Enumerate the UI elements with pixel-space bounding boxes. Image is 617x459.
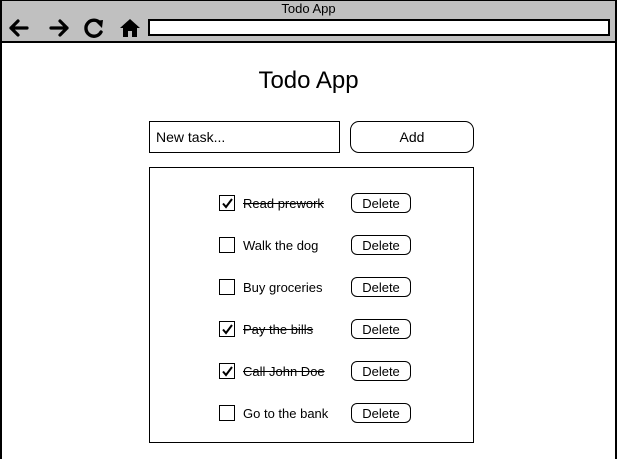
reload-button[interactable] xyxy=(82,15,106,41)
new-task-input[interactable] xyxy=(149,121,340,153)
task-item xyxy=(150,399,473,429)
delete-button[interactable]: Delete xyxy=(351,277,411,297)
home-icon xyxy=(119,17,141,39)
task-item xyxy=(150,357,473,387)
delete-button[interactable]: Delete xyxy=(351,403,411,423)
task-label: Read prework xyxy=(243,196,324,211)
delete-button[interactable]: Delete xyxy=(351,235,411,255)
task-label: Walk the dog xyxy=(243,238,319,253)
forward-button[interactable] xyxy=(48,15,72,41)
add-button[interactable]: Add xyxy=(350,121,474,153)
browser-toolbar xyxy=(2,0,615,43)
back-button[interactable] xyxy=(6,15,30,41)
url-input[interactable] xyxy=(148,19,610,36)
home-button[interactable] xyxy=(118,15,142,41)
task-item xyxy=(150,189,473,219)
page-title: Todo App xyxy=(258,67,359,94)
checkmark-icon xyxy=(221,323,234,336)
arrow-left-icon xyxy=(7,18,29,38)
task-checkbox[interactable] xyxy=(219,321,235,337)
task-item xyxy=(150,273,473,303)
task-checkbox[interactable] xyxy=(219,279,235,295)
delete-button[interactable]: Delete xyxy=(351,193,411,213)
window-title: Todo App xyxy=(281,1,336,16)
delete-button[interactable]: Delete xyxy=(351,361,411,381)
task-item xyxy=(150,315,473,345)
checkmark-icon xyxy=(221,197,234,210)
task-checkbox[interactable] xyxy=(219,237,235,253)
task-label: Pay the bills xyxy=(243,322,314,337)
task-checkbox[interactable] xyxy=(219,405,235,421)
reload-icon xyxy=(82,17,106,39)
task-list xyxy=(149,167,474,443)
task-checkbox[interactable] xyxy=(219,363,235,379)
arrow-right-icon xyxy=(49,18,71,38)
task-checkbox[interactable] xyxy=(219,195,235,211)
delete-button[interactable]: Delete xyxy=(351,319,411,339)
task-label: Call John Doe xyxy=(243,364,325,379)
checkmark-icon xyxy=(221,365,234,378)
task-label: Buy groceries xyxy=(243,280,323,295)
task-label: Go to the bank xyxy=(243,406,329,421)
task-item xyxy=(150,231,473,261)
